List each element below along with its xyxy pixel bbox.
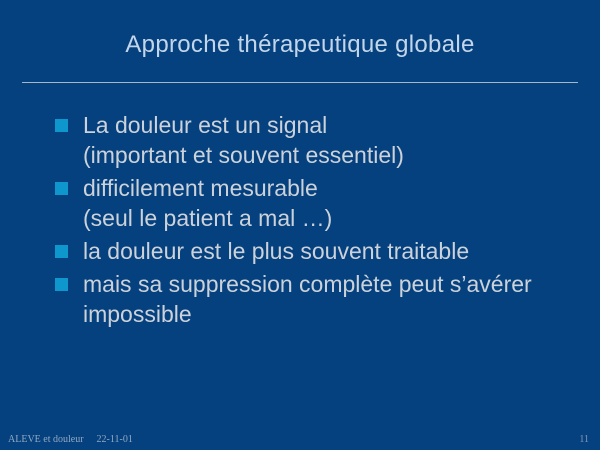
square-bullet-icon xyxy=(55,119,68,132)
bullet-list xyxy=(55,110,582,332)
bullet-item xyxy=(55,110,582,170)
footer-deck-title: ALEVE et douleur xyxy=(8,434,84,445)
bullet-line: la douleur est le plus souvent traitable xyxy=(83,238,470,264)
bullet-line: impossible xyxy=(83,301,192,327)
bullet-line: mais sa suppression complète peut s’avérer xyxy=(83,271,532,297)
title-divider-line xyxy=(22,82,578,83)
bullet-line: La douleur est un signal xyxy=(83,112,328,138)
slide-title: Approche thérapeutique globale xyxy=(125,31,475,58)
square-bullet-icon xyxy=(55,182,68,195)
bullet-item xyxy=(55,236,582,266)
slide-number: 11 xyxy=(579,434,589,445)
bullet-line: (important et souvent essentiel) xyxy=(83,142,404,168)
bullet-line: difficilement mesurable xyxy=(83,175,318,201)
square-bullet-icon xyxy=(55,278,68,291)
square-bullet-icon xyxy=(55,245,68,258)
footer-date: 22-11-01 xyxy=(96,434,133,445)
bullet-item xyxy=(55,173,582,233)
slide-footer xyxy=(8,434,133,445)
bullet-line: (seul le patient a mal …) xyxy=(83,205,333,231)
bullet-item xyxy=(55,269,582,329)
